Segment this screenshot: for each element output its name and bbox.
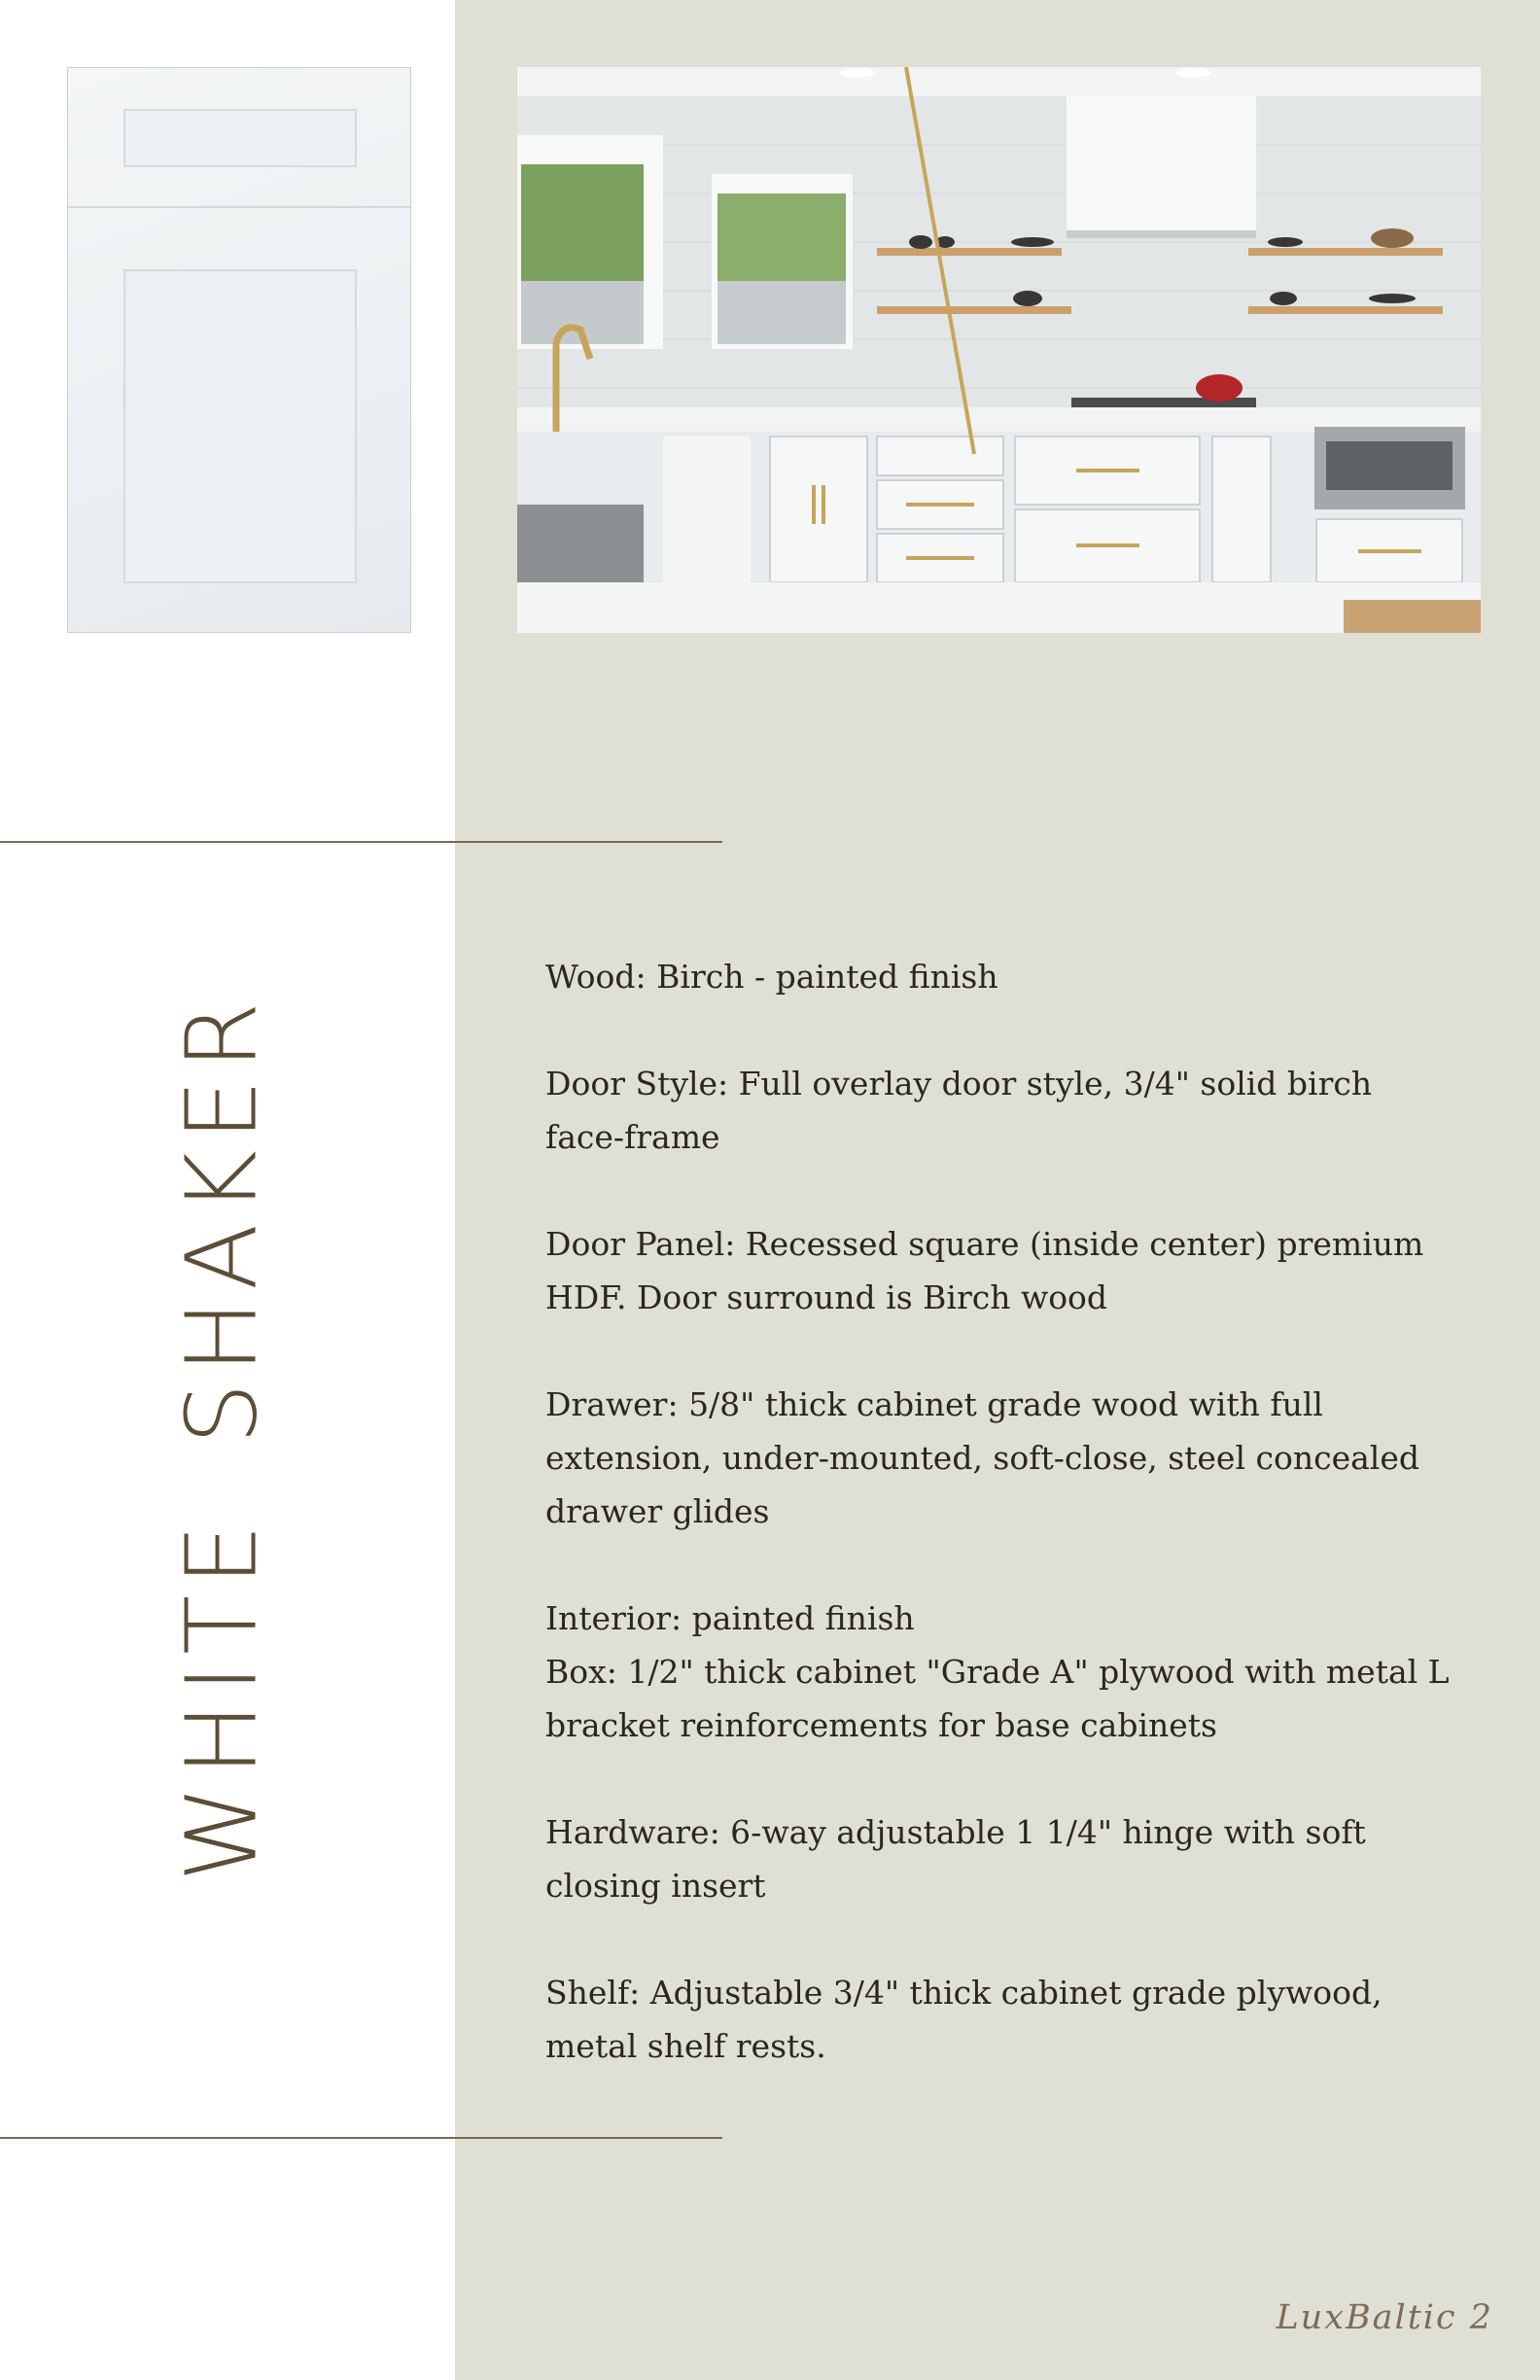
cabinet-door-swatch-image [67,67,411,633]
door-drawer-front [123,109,357,167]
door-recessed-panel [123,269,357,583]
spec-interior: Interior: painted finish [545,1599,915,1637]
spec-hardware: Hardware: 6-way adjustable 1 1/4" hinge with soft closing insert [545,1813,1366,1905]
spec-drawer: Drawer: 5/8" thick cabinet grade wood with full extension, under-mounted, soft-close, steel concealed drawer glides [545,1385,1419,1530]
kitchen-photo [517,67,1481,633]
spec-box: Box: 1/2" thick cabinet "Grade A" plywood with metal L bracket reinforcements for base cabinets [545,1653,1450,1744]
spec-door-panel: Door Panel: Recessed square (inside center) premium HDF. Door surround is Birch wood [545,1225,1424,1316]
top-divider-line [0,841,722,843]
footer-brand-page: LuxBaltic 2 [1276,2298,1493,2337]
spec-list [545,950,1459,2126]
spec-wood: Wood: Birch - painted finish [545,958,998,996]
spec-door-style: Door Style: Full overlay door style, 3/4" solid birch face-frame [545,1065,1373,1156]
spec-shelf: Shelf: Adjustable 3/4" thick cabinet grade plywood, metal shelf rests. [545,1974,1382,2065]
bottom-divider-line [0,2137,722,2139]
product-title: WHITE SHAKER [164,992,279,1882]
door-rail [68,206,410,208]
